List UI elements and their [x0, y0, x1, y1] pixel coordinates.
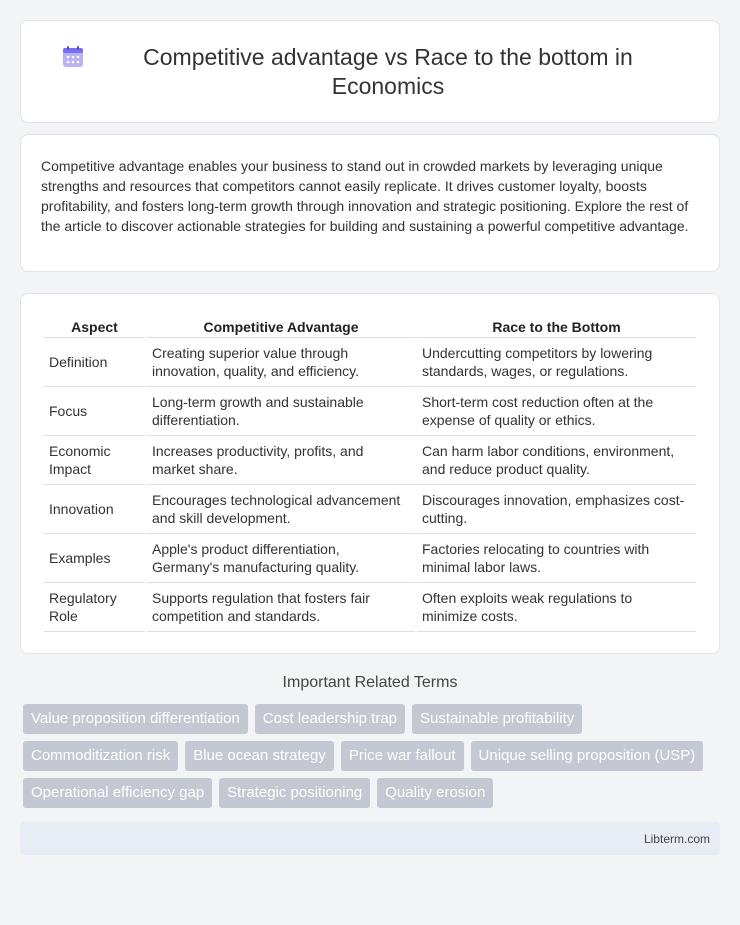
tag-blue-ocean-strategy[interactable]: Blue ocean strategy [185, 741, 334, 771]
row-aspect: Focus [44, 387, 145, 436]
table-header-row [44, 315, 696, 338]
intro-paragraph: Competitive advantage enables your business to stand out in crowded markets by leveraging unique strengths and resources that competitors cannot easily replicate. It drives customer loyalty, boosts profitability, and fosters long-term growth through innovation and strategic positioning. Explore the rest of the article to discover actionable strategies for building and sustaining a powerful competitive advantage. [41, 158, 689, 234]
row-competitive-advantage: Encourages technological advancement and skill development. [147, 485, 415, 534]
table-row [44, 485, 696, 534]
comparison-table-card [20, 293, 720, 654]
row-competitive-advantage: Apple's product differentiation, Germany's manufacturing quality. [147, 534, 415, 583]
tag-unique-selling-proposition[interactable]: Unique selling proposition (USP) [471, 741, 704, 771]
row-competitive-advantage: Supports regulation that fosters fair competition and standards. [147, 583, 415, 632]
row-competitive-advantage: Creating superior value through innovation, quality, and efficiency. [147, 338, 415, 387]
table-row [44, 387, 696, 436]
row-race-to-the-bottom: Often exploits weak regulations to minimize costs. [417, 583, 696, 632]
intro-card [20, 134, 720, 272]
page-title: Competitive advantage vs Race to the bottom in Economics [143, 43, 633, 99]
row-race-to-the-bottom: Factories relocating to countries with minimal labor laws. [417, 534, 696, 583]
related-terms-heading: Important Related Terms [282, 674, 458, 691]
row-aspect: Economic Impact [44, 436, 145, 485]
table-row [44, 338, 696, 387]
tag-operational-efficiency-gap[interactable]: Operational efficiency gap [23, 778, 212, 808]
row-race-to-the-bottom: Short-term cost reduction often at the expense of quality or ethics. [417, 387, 696, 436]
tag-quality-erosion[interactable]: Quality erosion [377, 778, 493, 808]
tag-value-proposition-differentiation[interactable]: Value proposition differentiation [23, 704, 248, 734]
row-aspect: Definition [44, 338, 145, 387]
title-card [20, 20, 720, 123]
table-row [44, 436, 696, 485]
row-race-to-the-bottom: Undercutting competitors by lowering standards, wages, or regulations. [417, 338, 696, 387]
row-competitive-advantage: Increases productivity, profits, and market share. [147, 436, 415, 485]
row-race-to-the-bottom: Discourages innovation, emphasizes cost-cutting. [417, 485, 696, 534]
footer-site-link[interactable]: Libterm.com [643, 831, 710, 846]
row-race-to-the-bottom: Can harm labor conditions, environment, and reduce product quality. [417, 436, 696, 485]
table-row [44, 534, 696, 583]
row-competitive-advantage: Long-term growth and sustainable differentiation. [147, 387, 415, 436]
title-wrap [61, 43, 679, 101]
row-aspect: Regulatory Role [44, 583, 145, 632]
footer [20, 822, 720, 855]
header-race-to-the-bottom: Race to the Bottom [417, 315, 696, 338]
tag-price-war-fallout[interactable]: Price war fallout [341, 741, 464, 771]
tag-strategic-positioning[interactable]: Strategic positioning [219, 778, 370, 808]
row-aspect: Examples [44, 534, 145, 583]
tag-cost-leadership-trap[interactable]: Cost leadership trap [255, 704, 405, 734]
comparison-table [42, 315, 698, 632]
related-terms-tags [20, 704, 710, 808]
header-competitive-advantage: Competitive Advantage [147, 315, 415, 338]
table-row [44, 583, 696, 632]
tag-commoditization-risk[interactable]: Commoditization risk [23, 741, 178, 771]
header-aspect: Aspect [44, 315, 145, 338]
row-aspect: Innovation [44, 485, 145, 534]
tag-sustainable-profitability[interactable]: Sustainable profitability [412, 704, 582, 734]
related-terms-section [20, 674, 720, 808]
calendar-grid-icon [61, 45, 85, 69]
